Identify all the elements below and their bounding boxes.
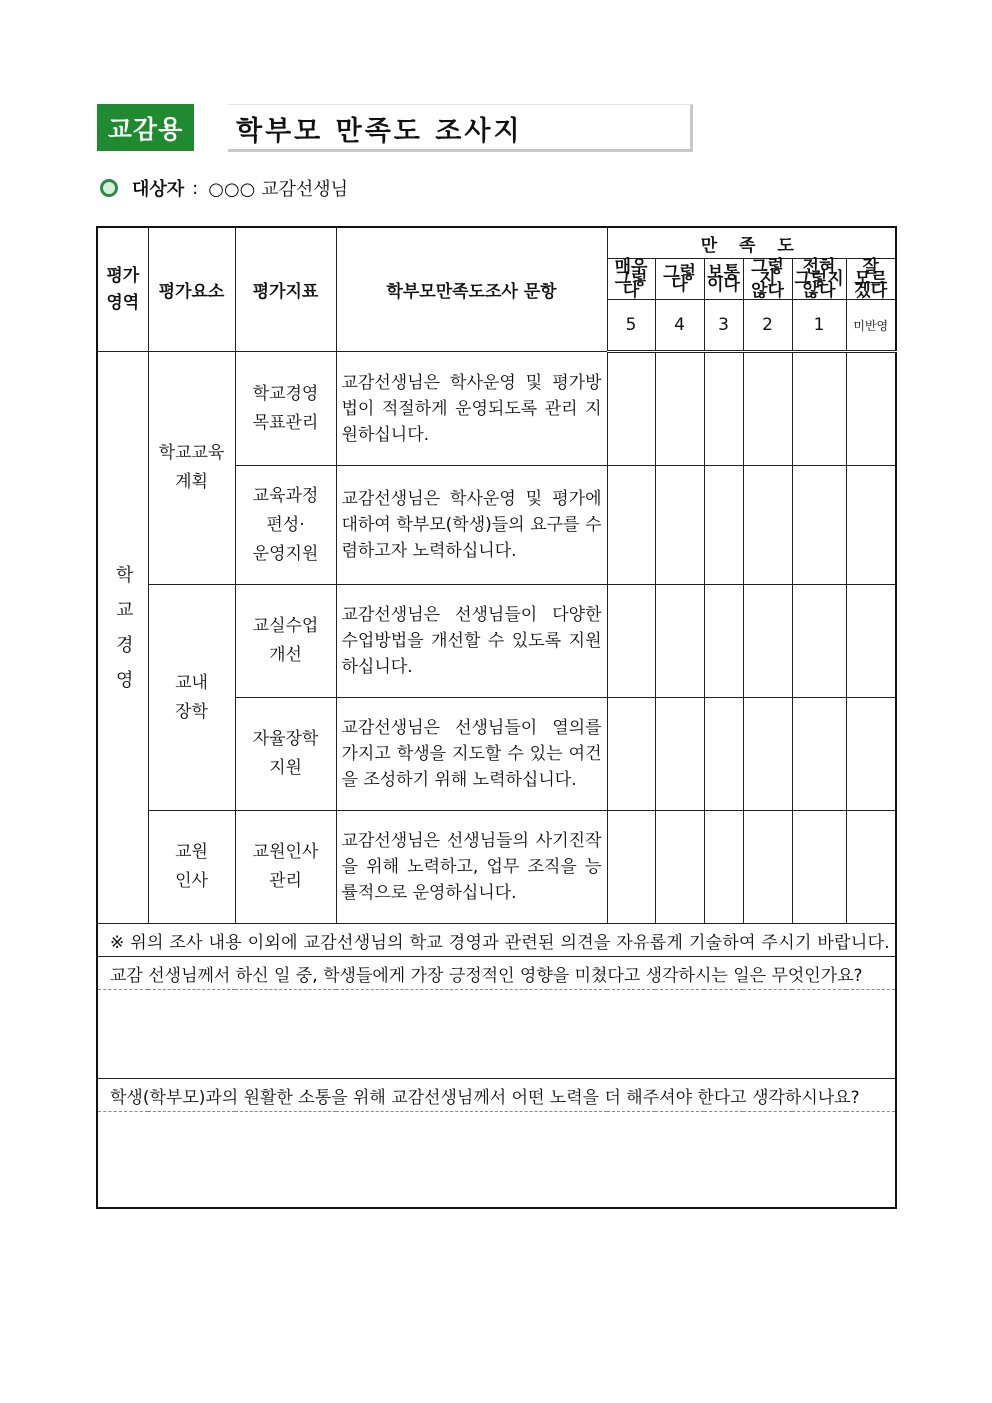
area-cell [97, 352, 148, 924]
survey-table [96, 226, 897, 1209]
rating-cell[interactable] [792, 811, 846, 924]
rating-cell[interactable] [743, 585, 792, 698]
element-cell: 교원 인사 [148, 811, 235, 924]
table-row [97, 585, 896, 698]
rating-cell[interactable] [846, 466, 896, 585]
rating-cell[interactable] [743, 466, 792, 585]
circle-bullet-icon [100, 179, 118, 197]
option-score: 미반영 [846, 300, 896, 352]
indicator-cell: 자율장학 지원 [235, 698, 336, 811]
option-score: 3 [704, 300, 743, 352]
open-question-row [97, 1079, 896, 1112]
indicator-cell: 교실수업 개선 [235, 585, 336, 698]
open-question-row [97, 957, 896, 990]
option-label: 그렇지 않다 [743, 259, 792, 300]
rating-cell[interactable] [655, 352, 704, 466]
answer-row [97, 1112, 896, 1209]
open-question-1: 교감 선생님께서 하신 일 중, 학생들에게 가장 긍정적인 영향을 미쳤다고 생각하시는 일은 무엇인가요? [97, 957, 896, 990]
rating-cell[interactable] [743, 811, 792, 924]
rating-cell[interactable] [743, 698, 792, 811]
rating-cell[interactable] [846, 811, 896, 924]
free-comment-note: ※ 위의 조사 내용 이외에 교감선생님의 학교 경영과 관련된 의견을 자유롭게 기술하여 주시기 바랍니다. [97, 924, 896, 957]
rating-cell[interactable] [792, 466, 846, 585]
rating-cell[interactable] [846, 352, 896, 466]
element-cell: 학교교육 계획 [148, 352, 235, 585]
rating-cell[interactable] [704, 466, 743, 585]
header-satisfaction: 만 족 도 [607, 227, 896, 259]
rating-cell[interactable] [846, 585, 896, 698]
rating-cell[interactable] [792, 698, 846, 811]
rating-cell[interactable] [655, 466, 704, 585]
element-cell: 교내 장학 [148, 585, 235, 811]
page-title: 학부모 만족도 조사지 [236, 116, 523, 147]
option-label: 보통 이다 [704, 259, 743, 300]
answer-area-1[interactable] [97, 990, 896, 1079]
option-score: 2 [743, 300, 792, 352]
table-row [97, 352, 896, 466]
rating-cell[interactable] [607, 698, 655, 811]
option-label: 매우 그렇다 [607, 259, 655, 300]
rating-cell[interactable] [704, 352, 743, 466]
rating-cell[interactable] [704, 585, 743, 698]
title-box [228, 104, 693, 152]
option-score: 1 [792, 300, 846, 352]
rating-cell[interactable] [792, 352, 846, 466]
option-label: 전혀 그렇지 않다 [792, 259, 846, 300]
note-row [97, 924, 896, 957]
rating-cell[interactable] [607, 466, 655, 585]
area-name: 학교경영 [112, 565, 134, 705]
rating-cell[interactable] [607, 352, 655, 466]
indicator-cell: 교원인사 관리 [235, 811, 336, 924]
option-score: 4 [655, 300, 704, 352]
header-element: 평가요소 [148, 227, 235, 352]
indicator-cell: 학교경영 목표관리 [235, 352, 336, 466]
option-label: 잘 모르 겠다 [846, 259, 896, 300]
rating-cell[interactable] [792, 585, 846, 698]
option-score: 5 [607, 300, 655, 352]
table-row [97, 811, 896, 924]
question-cell: 교감선생님은 선생님들의 사기진작을 위해 노력하고, 업무 조직을 능률적으로 운영하십니다. [336, 811, 607, 924]
rating-cell[interactable] [655, 698, 704, 811]
rating-cell[interactable] [704, 811, 743, 924]
rating-cell[interactable] [704, 698, 743, 811]
rating-cell[interactable] [846, 698, 896, 811]
target-colon: : [192, 177, 199, 199]
target-label: 대상자 [132, 179, 185, 200]
header-indicator: 평가지표 [235, 227, 336, 352]
question-cell: 교감선생님은 선생님들이 다양한 수업방법을 개선할 수 있도록 지원하십니다. [336, 585, 607, 698]
rating-cell[interactable] [607, 811, 655, 924]
open-question-2: 학생(학부모)과의 원활한 소통을 위해 교감선생님께서 어떤 노력을 더 해주셔야 한다고 생각하시나요? [97, 1079, 896, 1112]
question-cell: 교감선생님은 학사운영 및 평가에 대하여 학부모(학생)들의 요구를 수렴하고자 노력하십니다. [336, 466, 607, 585]
header-row-1 [97, 227, 896, 259]
answer-area-2[interactable] [97, 1112, 896, 1209]
answer-row [97, 990, 896, 1079]
rating-cell[interactable] [655, 811, 704, 924]
question-cell: 교감선생님은 선생님들이 열의를 가지고 학생을 지도할 수 있는 여건을 조성하기 위해 노력하십니다. [336, 698, 607, 811]
role-badge: 교감용 [97, 104, 194, 151]
rating-cell[interactable] [743, 352, 792, 466]
target-line [100, 176, 348, 200]
header-area: 평가 영역 [97, 227, 148, 352]
option-label: 그렇다 [655, 259, 704, 300]
rating-cell[interactable] [655, 585, 704, 698]
question-cell: 교감선생님은 학사운영 및 평가방법이 적절하게 운영되도록 관리 지원하십니다. [336, 352, 607, 466]
rating-cell[interactable] [607, 585, 655, 698]
indicator-cell: 교육과정 편성· 운영지원 [235, 466, 336, 585]
header-question: 학부모만족도조사 문항 [336, 227, 607, 352]
target-value: ○○○ 교감선생님 [208, 179, 349, 200]
